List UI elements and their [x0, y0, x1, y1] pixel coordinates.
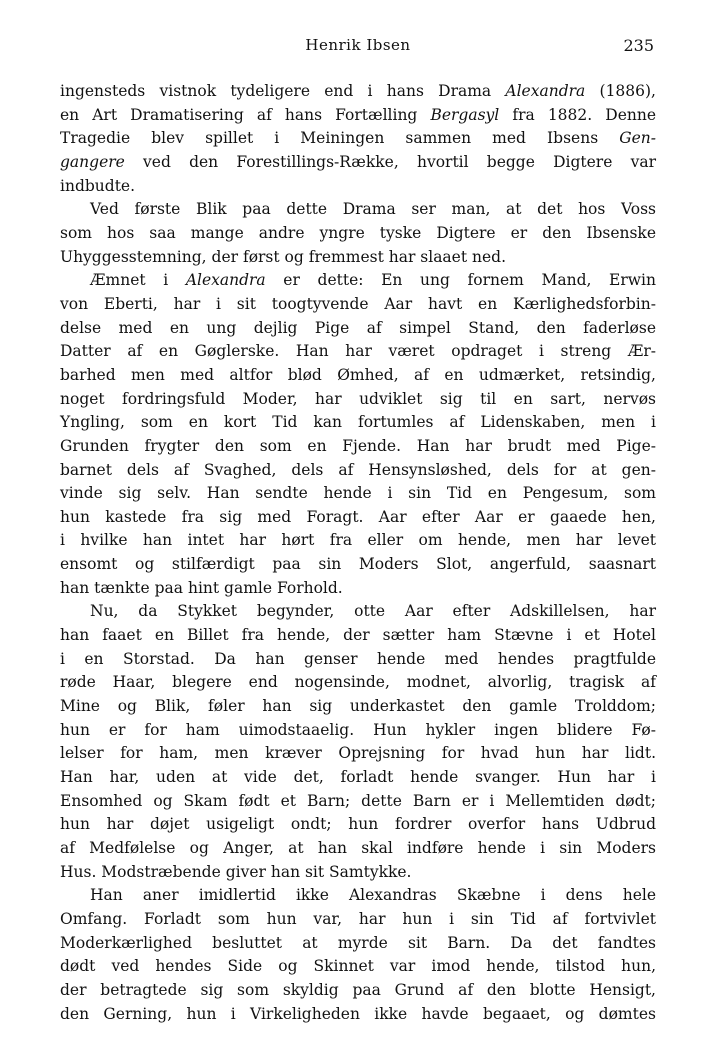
text-line — [60, 246, 656, 270]
text-run: Hus. Modstræbende giver han sit Samtykke. — [60, 862, 412, 881]
text-run: Grunden frygter den som en Fjende. Han har brudt med Pige- — [60, 436, 656, 455]
text-run: Ensomhed og Skam født et Barn; dette Barn er i Mellemtiden dødt; — [60, 791, 656, 810]
text-run: dødt ved hendes Side og Skinnet var imod hende, tilstod hun, — [60, 957, 656, 976]
text-run: von Eberti, har i sit toogtyvende Aar havt en Kærlighedsforbin- — [60, 294, 656, 313]
text-line — [60, 742, 656, 766]
text-line — [60, 577, 656, 601]
text-line — [60, 506, 656, 530]
text-run: barhed men med altfor blød Ømhed, af en udmærket, retsindig, — [60, 365, 656, 384]
text-run: Mine og Blik, føler han sig underkastet den gamle Trolddom; — [60, 697, 656, 716]
text-run: hun kastede fra sig med Foragt. Aar efter Aar er gaaede hen, — [60, 507, 656, 526]
text-line — [60, 529, 656, 553]
page-number: 235 — [623, 36, 654, 55]
text-line — [60, 482, 656, 506]
text-line — [60, 151, 656, 175]
text-line — [60, 766, 656, 790]
text-run: delse med en ung dejlig Pige af simpel Stand, den faderløse — [60, 318, 656, 337]
text-run: barnet dels af Svaghed, dels af Hensynsløshed, dels for at gen- — [60, 460, 656, 479]
text-run: indbudte. — [60, 176, 136, 195]
text-line — [60, 198, 656, 222]
italic-title: Gen- — [619, 129, 656, 148]
text-line — [60, 222, 656, 246]
paragraph — [60, 269, 656, 600]
text-run: hun er for ham uimodstaaelig. Hun hykler ingen blidere Fø- — [60, 720, 656, 739]
text-line — [60, 861, 656, 885]
text-line — [60, 364, 656, 388]
text-line — [60, 695, 656, 719]
text-line — [60, 932, 656, 956]
text-run: hun har døjet usigeligt ondt; hun fordrer overfor hans Udbrud — [60, 815, 656, 834]
paragraph — [60, 198, 656, 269]
text-run: Æmnet i — [90, 271, 186, 290]
text-run: der betragtede sig som skyldig paa Grund af den blotte Hensigt, — [60, 980, 656, 999]
text-run: han tænkte paa hint gamle Forhold. — [60, 578, 343, 597]
text-line — [60, 648, 656, 672]
text-line — [60, 459, 656, 483]
text-line — [60, 624, 656, 648]
text-line — [60, 553, 656, 577]
italic-title: Alexandra — [185, 271, 266, 290]
text-run: fra 1882. Denne — [499, 105, 657, 124]
text-run: (1886), — [585, 82, 656, 100]
text-line — [60, 127, 656, 151]
text-run: vinde sig selv. Han sendte hende i sin Tid en Pengesum, som — [60, 484, 656, 503]
text-run: røde Haar, blegere end nogensinde, modnet, alvorlig, tragisk af — [60, 673, 656, 692]
text-run: den Gerning, hun i Virkeligheden ikke havde begaaet, og dømtes — [60, 1004, 656, 1023]
text-run: som hos saa mange andre yngre tyske Digtere er den Ibsenske — [60, 223, 656, 242]
text-line — [60, 435, 656, 459]
text-run: han faaet en Billet fra hende, der sætter ham Stævne i et Hotel — [60, 626, 656, 645]
text-line — [60, 837, 656, 861]
text-line — [60, 175, 656, 199]
text-line — [60, 790, 656, 814]
text-run: noget fordringsfuld Moder, har udviklet sig til en sart, nervøs — [60, 389, 656, 408]
text-run: i hvilke han intet har hørt fra eller om hende, men har levet — [60, 531, 656, 550]
text-run: ved den Forestillings-Række, hvortil begge Digtere var — [124, 152, 656, 171]
paragraph — [60, 80, 656, 198]
text-run: af Medfølelse og Anger, at han skal indføre hende i sin Moders — [60, 839, 656, 857]
text-run: Han har, uden at vide det, forladt hende svanger. Hun har i — [60, 768, 656, 787]
text-run: Nu, da Stykket begynder, otte Aar efter Adskillelsen, har — [90, 602, 656, 621]
text-run: lelser for ham, men kræver Oprejsning for hvad hun har lidt. — [60, 744, 656, 763]
text-line — [60, 293, 656, 317]
text-line — [60, 813, 656, 837]
italic-title: Bergasyl — [430, 105, 500, 124]
text-run: ingensteds vistnok tydeligere end i hans Drama — [60, 82, 506, 100]
text-run: Ved første Blik paa dette Drama ser man, at det hos Voss — [90, 200, 656, 219]
text-line — [60, 671, 656, 695]
text-line — [60, 600, 656, 624]
text-line — [60, 955, 656, 979]
italic-title: gangere — [60, 152, 125, 171]
text-line — [60, 317, 656, 341]
text-run: Yngling, som en kort Tid kan fortumles af Lidenskaben, men i — [60, 413, 656, 432]
paragraph — [60, 884, 656, 1026]
text-line — [60, 908, 656, 932]
text-run: Omfang. Forladt som hun var, har hun i sin Tid af fortvivlet — [60, 909, 656, 928]
italic-title: Alexandra — [505, 82, 586, 100]
body-text — [60, 80, 656, 1026]
text-run: Han aner imidlertid ikke Alexandras Skæbne i dens hele — [90, 886, 656, 905]
text-run: Datter af en Gøglerske. Han har været opdraget i streng Ær- — [60, 342, 656, 361]
text-line — [60, 411, 656, 435]
text-run: en Art Dramatisering af hans Fortælling — [60, 105, 431, 124]
paragraph — [60, 600, 656, 884]
text-line — [60, 269, 656, 293]
text-line — [60, 979, 656, 1003]
text-line — [60, 719, 656, 743]
text-line — [60, 80, 656, 104]
text-run: i en Storstad. Da han genser hende med hendes pragtfulde — [60, 649, 656, 668]
text-run: er dette: En ung fornem Mand, Erwin — [265, 271, 656, 290]
text-run: Tragedie blev spillet i Meiningen sammen med Ibsens — [60, 129, 620, 148]
text-line — [60, 388, 656, 412]
running-title: Henrik Ibsen — [305, 36, 411, 54]
text-line — [60, 884, 656, 908]
text-run: ensomt og stilfærdigt paa sin Moders Slot, angerfuld, saasnart — [60, 555, 656, 574]
text-line — [60, 1003, 656, 1027]
text-run: Moderkærlighed besluttet at myrde sit Barn. Da det fandtes — [60, 933, 656, 952]
text-line — [60, 340, 656, 364]
text-run: Uhyggesstemning, der først og fremmest har slaaet ned. — [60, 247, 507, 266]
running-head — [60, 36, 656, 60]
text-line — [60, 104, 656, 128]
